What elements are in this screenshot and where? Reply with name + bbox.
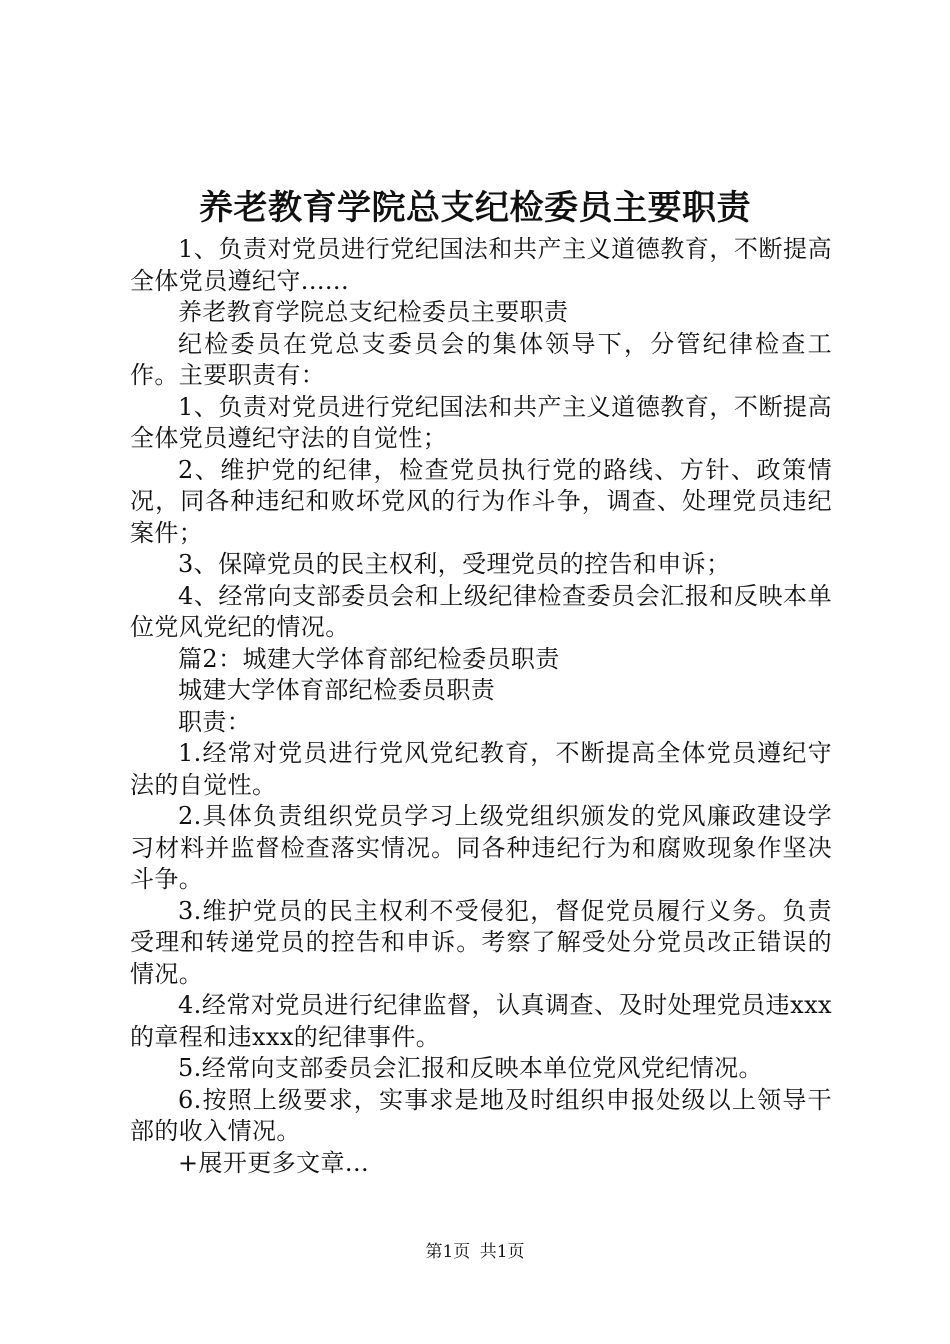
paragraph-intro-excerpt: 1、负责对党员进行党纪国法和共产主义道德教育，不断提高全体党员遵纪守......	[130, 235, 832, 295]
paragraph-duty-3: 3、保障党员的民主权利，受理党员的控告和申诉；	[178, 550, 731, 578]
paragraph-duty-1: 1、负责对党员进行党纪国法和共产主义道德教育，不断提高全体党员遵纪守法的自觉性；	[130, 392, 832, 452]
document-body	[130, 234, 832, 1179]
paragraph-item-1: 1.经常对党员进行党风党纪教育，不断提高全体党员遵纪守法的自觉性。	[130, 739, 832, 799]
paragraph-duty-2: 2、维护党的纪律，检查党员执行党的路线、方针、政策情况，同各种违纪和败坏党风的行为作斗争，调查、处理党员违纪案件；	[130, 455, 832, 547]
paragraph-item-6: 6.按照上级要求，实事求是地及时组织申报处级以上领导干部的收入情况。	[130, 1085, 832, 1145]
page-number: 第1页	[425, 1242, 471, 1262]
paragraph-duties-label: 职责：	[178, 707, 252, 736]
paragraph-section-2-title: 城建大学体育部纪检委员职责	[178, 676, 496, 704]
expand-more-articles-link[interactable]: +展开更多文章...	[178, 1148, 369, 1177]
paragraph-section-2-heading: 篇2：城建大学体育部纪检委员职责	[178, 644, 560, 673]
paragraph-overview: 纪检委员在党总支委员会的集体领导下，分管纪律检查工作。主要职责有：	[130, 329, 832, 389]
paragraph-item-3: 3.维护党员的民主权利不受侵犯，督促党员履行义务。负责受理和转递党员的控告和申诉。考察了解受处分党员改正错误的情况。	[130, 896, 832, 988]
paragraph-item-5: 5.经常向支部委员会汇报和反映本单位党风党纪情况。	[178, 1054, 763, 1082]
paragraph-duty-4: 4、经常向支部委员会和上级纪律检查委员会汇报和反映本单位党风党纪的情况。	[130, 581, 832, 641]
page-footer	[0, 1240, 950, 1264]
document-title: 养老教育学院总支纪检委员主要职责	[199, 188, 751, 228]
page-total: 共1页	[479, 1242, 525, 1262]
paragraph-subtitle: 养老教育学院总支纪检委员主要职责	[178, 298, 569, 326]
paragraph-item-2: 2.具体负责组织党员学习上级党组织颁发的党风廉政建设学习材料并监督检查落实情况。同各种违纪行为和腐败现象作坚决斗争。	[130, 802, 832, 893]
paragraph-item-4: 4.经常对党员进行纪律监督，认真调查、及时处理党员违xxx的章程和违xxx的纪律事件。	[130, 991, 832, 1051]
